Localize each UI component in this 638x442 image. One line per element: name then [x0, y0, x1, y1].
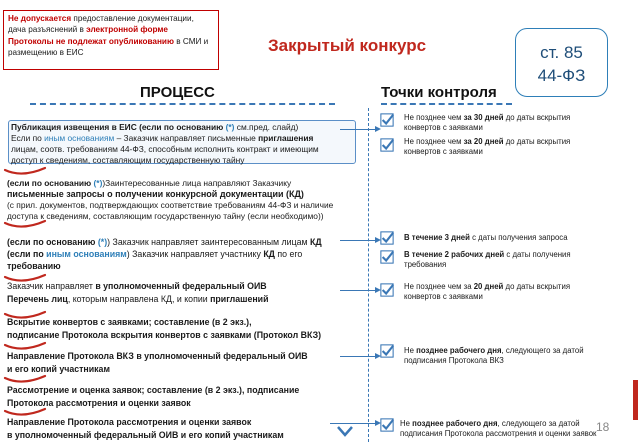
control-point-4: В течение 2 рабочих дней с даты получения требования	[404, 250, 571, 269]
process-step-5: Вскрытие конвертов с заявками; составление (в 2 экз.), подписание Протокола вскрытия конвертов с заявками (Протокол ВКЗ)	[7, 317, 322, 340]
page-title: Закрытый конкурс	[268, 36, 427, 55]
check-icon	[380, 250, 394, 264]
control-point-1: Не позднее чем за 30 дней до даты вскрытия конвертов с заявками	[404, 113, 571, 132]
check-icon	[380, 231, 394, 245]
process-step-4: Заказчик направляет в уполномоченный федеральный ОИВ Перечень лиц, которым направлена КД, и копии приглашений	[7, 281, 269, 304]
process-step-1: Публикация извещения в ЕИС (если по основанию (*) см.пред. слайд) Если по иным основаниям – Заказчик направляет письменные приглашения лицам, соотв. требованиям 44-ФЗ, способным исполнить контракт и имеющим доступ к сведениям, составляющим государственную тайну	[11, 122, 319, 165]
page-number: 18	[596, 420, 610, 434]
process-header: ПРОЦЕСС	[140, 84, 215, 101]
check-icon	[380, 113, 394, 127]
law-reference-box	[515, 28, 608, 97]
process-step-2: (если по основанию (*))Заинтересованные лица направляют Заказчику письменные запросы о получении конкурсной документации (КД) (с прил. документов, подтверждающих соответствие требованиям 44-ФЗ и наличие доступа к сведениям, составляющим государственную тайну (если необходимо))	[7, 178, 334, 221]
chevron-down-icon	[336, 424, 354, 438]
check-icon	[380, 418, 394, 432]
control-divider	[381, 103, 512, 105]
control-point-2: Не позднее чем за 20 дней до даты вскрытия конвертов с заявками	[404, 137, 571, 156]
accent-bar	[633, 380, 638, 420]
process-step-8: Направление Протокола рассмотрения и оценки заявок в уполномоченный федеральный ОИВ и его копий участникам	[7, 417, 284, 440]
law-article: ст. 85	[540, 43, 583, 62]
control-point-5: Не позднее чем за 20 дней до даты вскрытия конвертов с заявками	[404, 282, 571, 301]
control-point-3: В течение 3 дней с даты получения запроса	[404, 233, 568, 242]
law-name: 44-ФЗ	[537, 66, 586, 85]
check-icon	[380, 344, 394, 358]
check-icon	[380, 138, 394, 152]
warning-box: Не допускается предоставление документации, дача разъяснений в электронной форме Протоколы не подлежат опубликованию в СМИ и размещению в ЕИС	[3, 10, 219, 70]
control-point-7: Не позднее рабочего дня, следующего за датой подписания Протокола рассмотрения и оценки заявок	[400, 419, 597, 438]
control-header: Точки контроля	[381, 84, 497, 101]
process-step-3: (если по основанию (*)) Заказчик направляет заинтересованным лицам КД (если по иным основаниям) Заказчик направляет участнику КД по его требованию	[7, 237, 322, 271]
control-point-6: Не позднее рабочего дня, следующего за датой подписания Протокола ВКЗ	[404, 346, 584, 365]
check-icon	[380, 283, 394, 297]
process-step-7: Рассмотрение и оценка заявок; составление (в 2 экз.), подписание Протокола рассмотрения и оценки заявок	[7, 385, 300, 408]
process-step-6: Направление Протокола ВКЗ в уполномоченный федеральный ОИВ и его копий участникам	[7, 351, 308, 374]
